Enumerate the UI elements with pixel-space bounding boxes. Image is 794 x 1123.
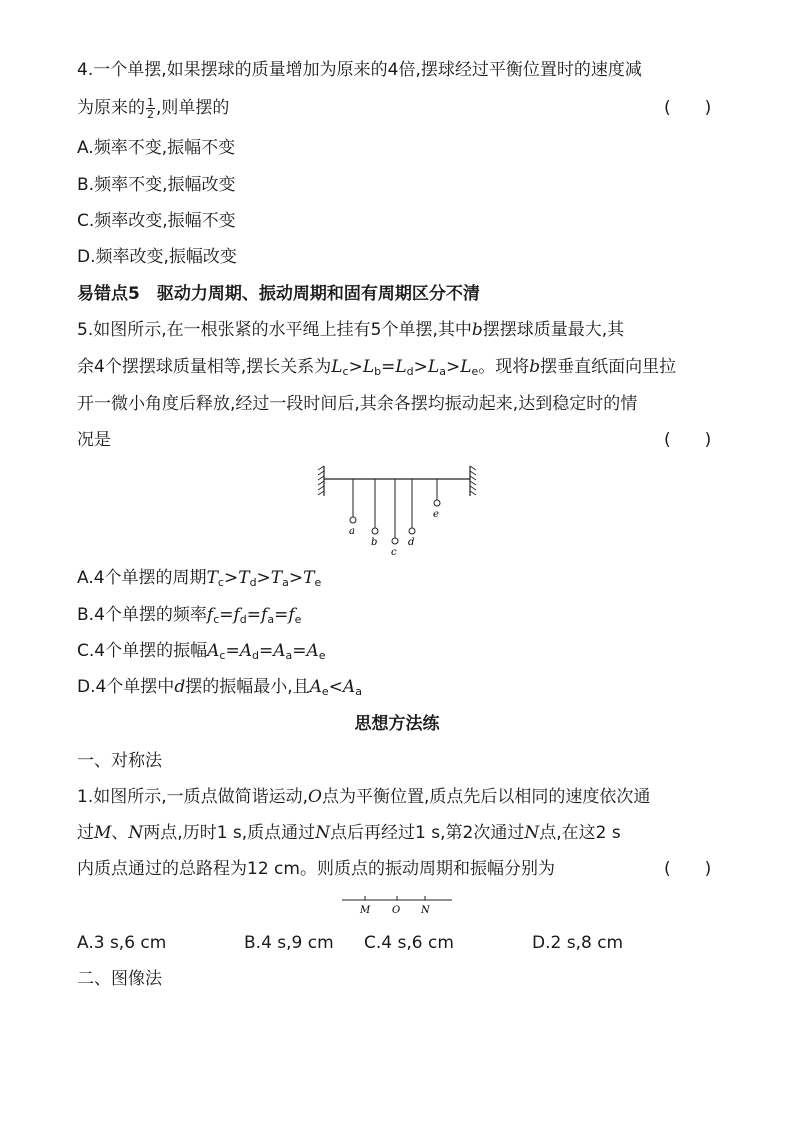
m1-option-c: C.4 s,6 cm (364, 933, 454, 953)
frequency-relation: $f_c=f_d=f_a=f_e$ (206, 605, 302, 626)
m1-line-2: 过M、N两点,历时1 s,质点通过N点后再经过1 s,第2次通过N点,在这2 s (77, 823, 621, 843)
section-5-title: 易错点5 驱动力周期、振动周期和固有周期区分不清 (77, 284, 480, 304)
q5-line-1-pre: 5.如图所示,在一根张紧的水平绳上挂有5个单摆,其中 (77, 320, 472, 340)
m1-option-a: A.3 s,6 cm (77, 933, 167, 953)
q4-option-d: D.频率改变,振幅改变 (77, 247, 237, 267)
m1-line-3: 内质点通过的总路程为12 cm。则质点的振动周期和振幅分别为 (77, 859, 555, 879)
length-relation: $L_c>L_b=L_d>L_a>L_e$ (331, 357, 479, 378)
label-c: c (391, 547, 397, 558)
fraction-one-half (146, 97, 155, 120)
label-n: N (421, 905, 430, 916)
right-wall (470, 466, 476, 496)
q5-line-2-tail: 摆垂直纸面向里拉 (540, 357, 677, 377)
m1-var-n-2: N (315, 823, 331, 843)
q4-line-1: 4.一个单摆,如果摆球的质量增加为原来的4倍,摆球经过平衡位置时的速度减 (77, 60, 642, 80)
q5-option-a: A.4个单摆的周期$T_c>T_d>T_a>T_e$ (77, 568, 322, 589)
q5-option-d: D.4个单摆中d摆的振幅最小,且$A_e<A_a$ (77, 677, 362, 698)
m1-line-1: 1.如图所示,一质点做简谐运动,O点为平衡位置,质点先后以相同的速度依次通 (77, 787, 651, 807)
q5-answer-paren: ( ) (664, 430, 712, 450)
fraction-denominator: 2 (147, 107, 154, 121)
pendulum-c (391, 479, 398, 558)
fraction-numerator: 1 (147, 95, 154, 109)
q4-answer-paren: ( ) (664, 98, 712, 118)
pendulum-e (433, 479, 440, 520)
pendulum-a (349, 479, 356, 537)
pendulum-b (371, 479, 378, 548)
m1-var-o: O (308, 787, 322, 807)
amplitude-relation: $A_c=A_d=A_a=A_e$ (207, 641, 326, 662)
m1-option-d: D.2 s,8 cm (532, 933, 624, 953)
q5-var-d: d (174, 677, 186, 697)
q5-option-c: C.4个单摆的振幅$A_c=A_d=A_a=A_e$ (77, 641, 326, 662)
q5-line-3: 开一微小角度后释放,经过一段时间后,其余各摆均振动起来,达到稳定时的情 (77, 394, 638, 414)
number-line-figure (0, 890, 794, 920)
q5-line-2-post: 。现将 (478, 357, 530, 377)
q4-line-2 (77, 96, 229, 120)
label-m: M (360, 905, 371, 916)
q5-line-1 (77, 318, 624, 342)
period-relation: $T_c>T_d>T_a>T_e$ (206, 568, 322, 589)
left-wall (318, 466, 324, 496)
q4-line-2-post: ,则单摆的 (156, 98, 230, 118)
q4-option-a: A.频率不变,振幅不变 (77, 138, 236, 158)
q4-line-2-pre: 为原来的 (77, 98, 145, 118)
m1-option-b: B.4 s,9 cm (244, 933, 334, 953)
q4-option-b: B.频率不变,振幅改变 (77, 175, 236, 195)
m1-var-n: N (128, 823, 144, 843)
label-a: a (349, 526, 355, 537)
label-e: e (433, 509, 439, 520)
q4-option-c: C.频率改变,振幅不变 (77, 211, 236, 231)
m1-var-n-3: N (524, 823, 540, 843)
amplitude-inequality: $A_e<A_a$ (309, 677, 362, 698)
q5-var-b-2: b (529, 357, 541, 377)
q5-option-b: B.4个单摆的频率$f_c=f_d=f_a=f_e$ (77, 605, 302, 626)
label-o: O (392, 905, 401, 916)
q5-line-4: 况是 (77, 430, 111, 450)
q5-var-b: b (471, 320, 483, 340)
label-b: b (371, 537, 378, 548)
q5-line-2-pre: 余4个摆摆球质量相等,摆长关系为 (77, 357, 332, 377)
label-d: d (408, 537, 415, 548)
pendulum-figure (0, 460, 794, 560)
q5-line-2 (77, 355, 676, 384)
subsection-2-title: 二、图像法 (77, 969, 162, 989)
method-section-title: 思想方法练 (354, 714, 440, 734)
subsection-1-title: 一、对称法 (77, 751, 162, 771)
m1-answer-paren: ( ) (664, 859, 712, 879)
m1-var-m: M (94, 823, 112, 843)
q5-line-1-post: 摆摆球质量最大,其 (482, 320, 625, 340)
pendulum-d (408, 479, 415, 548)
